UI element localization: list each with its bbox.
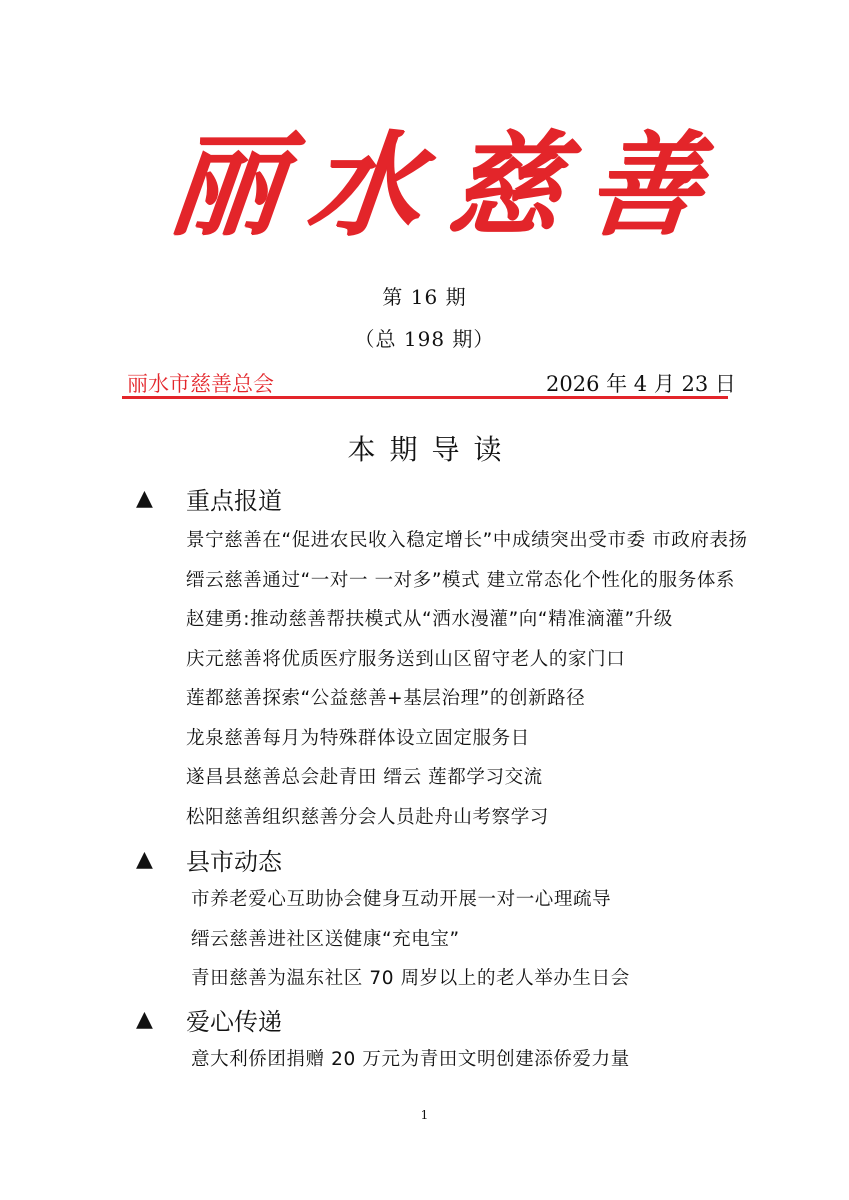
masthead-char: 水 (302, 119, 429, 251)
toc-title: 本期导读 (347, 433, 516, 466)
publisher-name: 丽水市慈善总会 (127, 372, 274, 396)
toc-item[interactable]: 遂昌县慈善总会赴青田 缙云 莲都学习交流 (186, 767, 543, 788)
toc-item[interactable]: 松阳慈善组织慈善分会人员赴舟山考察学习 (186, 806, 549, 828)
section-title: 县市动态 (186, 848, 282, 876)
triangle-icon: ▲ (136, 1007, 153, 1032)
toc-item[interactable]: 赵建勇:推动慈善帮扶模式从“洒水漫灌”向“精准滴灌”升级 (186, 609, 673, 630)
triangle-icon: ▲ (136, 486, 153, 511)
page-number: 1 (420, 1108, 429, 1122)
section-heading-love-delivery (136, 1002, 282, 1037)
toc-item[interactable]: 莲都慈善探索“公益慈善+基层治理”的创新路径 (186, 688, 586, 709)
toc-item[interactable]: 缙云慈善进社区送健康“充电宝” (191, 928, 460, 950)
issue-number: 第 16 期 (382, 285, 467, 309)
header-divider (122, 396, 728, 399)
masthead-logo (163, 118, 707, 253)
toc-item[interactable]: 景宁慈善在“促进农民收入稳定增长”中成绩突出受市委 市政府表扬 (186, 530, 748, 551)
section-items-county-news (191, 880, 630, 999)
issue-date: 2026 年 4 月 23 日 (546, 372, 736, 396)
masthead-char: 慈 (441, 119, 568, 251)
masthead-char: 丽 (163, 119, 289, 251)
section-heading-county-news (136, 842, 282, 877)
section-items-key-reports (186, 521, 748, 837)
issue-total: （总 198 期） (354, 327, 495, 351)
toc-item[interactable]: 缙云慈善通过“一对一 一对多”模式 建立常态化个性化的服务体系 (186, 569, 736, 591)
toc-item[interactable]: 市养老爱心互助协会健身互动开展一对一心理疏导 (191, 889, 612, 910)
triangle-icon: ▲ (136, 847, 153, 872)
toc-item[interactable]: 青田慈善为温东社区 70 周岁以上的老人举办生日会 (191, 968, 630, 989)
toc-item[interactable]: 龙泉慈善每月为特殊群体设立固定服务日 (186, 727, 530, 749)
section-items-love-delivery (191, 1040, 630, 1080)
toc-item[interactable]: 庆元慈善将优质医疗服务送到山区留守老人的家门口 (186, 648, 626, 670)
section-title: 重点报道 (186, 487, 282, 515)
section-title: 爱心传递 (186, 1008, 282, 1036)
toc-item[interactable]: 意大利侨团捐赠 20 万元为青田文明创建添侨爱力量 (191, 1049, 630, 1070)
section-heading-key-reports (136, 481, 282, 516)
masthead-char: 善 (581, 119, 707, 251)
